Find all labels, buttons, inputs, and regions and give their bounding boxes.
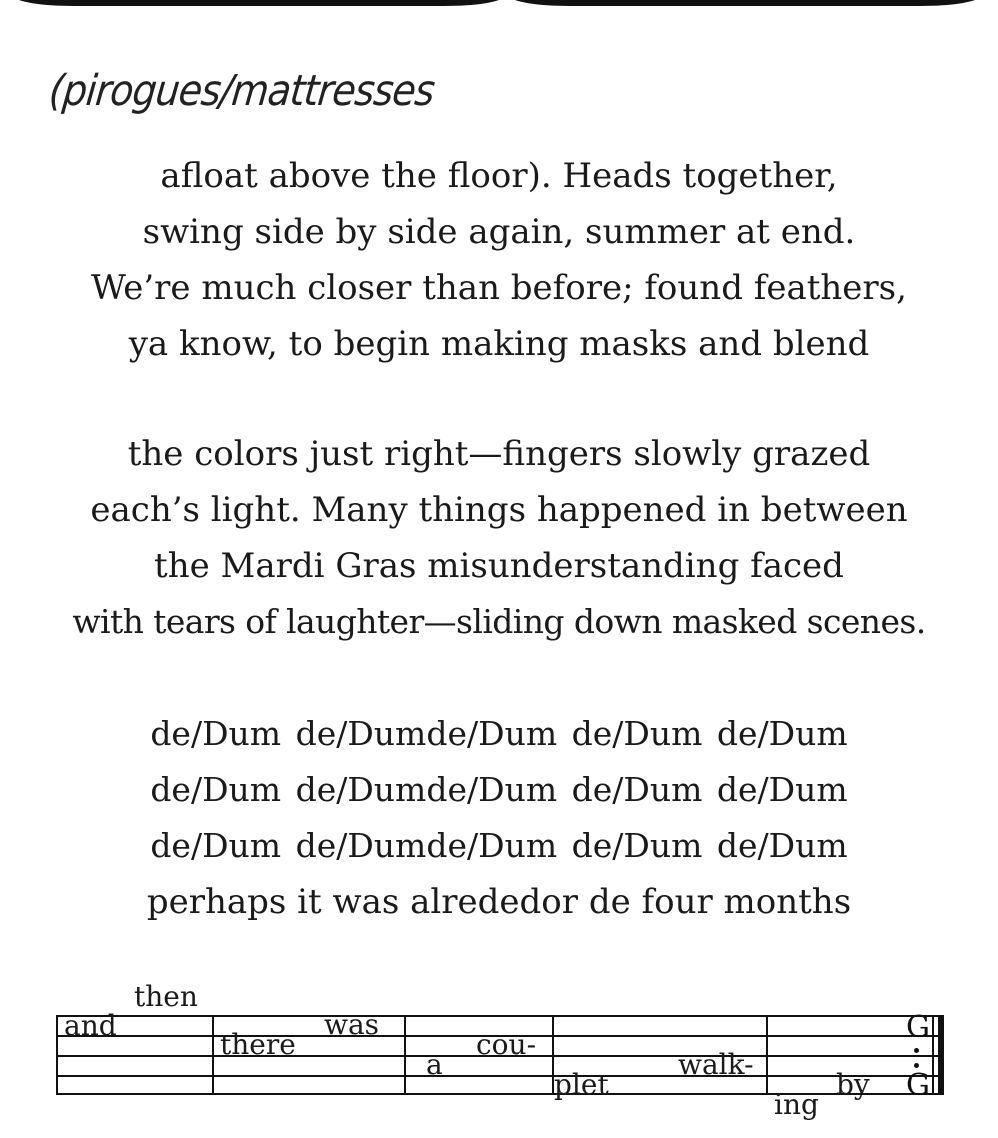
staff-line (56, 1015, 942, 1017)
poem-line: We’re much closer than before; found feathers, (91, 268, 907, 308)
poem-line: ya know, to begin making masks and blend (128, 324, 870, 364)
barline (212, 1015, 214, 1095)
lyric-syllable: cou- (476, 1028, 537, 1061)
lyric-syllable: a (426, 1048, 443, 1081)
repeat-dot (914, 1048, 919, 1053)
meter-line: de/Dum de/Dumde/Dum de/Dum de/Dum (150, 826, 848, 865)
stanza-3 (0, 706, 998, 930)
staff-line (56, 1075, 942, 1077)
lyric-syllable: and (64, 1009, 117, 1042)
lyric-syllable: there (220, 1028, 296, 1061)
clef-letter-top: G (906, 1010, 930, 1045)
barline (766, 1015, 768, 1095)
lyric-syllable: ing (774, 1088, 819, 1121)
meter-line: de/Dum de/Dumde/Dum de/Dum de/Dum (150, 714, 848, 753)
clef-letter-bottom: G (906, 1068, 930, 1103)
poem-line: each’s light. Many things happened in between (90, 490, 908, 530)
final-barline-thick (938, 1015, 944, 1095)
stanza-1 (0, 148, 998, 372)
lyric-syllable: walk- (678, 1048, 754, 1081)
lyric-syllable: by (836, 1068, 870, 1101)
music-staff (56, 980, 942, 1121)
handwritten-note: (pirogues/mattresses (46, 66, 437, 116)
poem-line: swing side by side again, summer at end. (142, 212, 856, 252)
barline (56, 1015, 58, 1095)
lyric-syllable: plet (554, 1068, 609, 1101)
lyric-syllable: was (324, 1008, 380, 1041)
poem-line: afloat above the floor). Heads together, (160, 156, 838, 196)
top-border-rule-left (14, 0, 504, 6)
poem-line: the Mardi Gras misunderstanding faced (154, 546, 844, 586)
poem-line: with tears of laughter—sliding down masked scenes. (72, 602, 926, 641)
poem-line: perhaps it was alrededor de four months (146, 882, 852, 922)
lyric-syllable: then (134, 980, 198, 1013)
top-border-rule-right (510, 0, 980, 6)
poem-line: the colors just right—fingers slowly grazed (127, 434, 871, 474)
final-barline-thin (932, 1015, 934, 1095)
meter-line: de/Dum de/Dumde/Dum de/Dum de/Dum (150, 770, 848, 809)
stanza-2 (0, 426, 998, 650)
barline (404, 1015, 406, 1095)
